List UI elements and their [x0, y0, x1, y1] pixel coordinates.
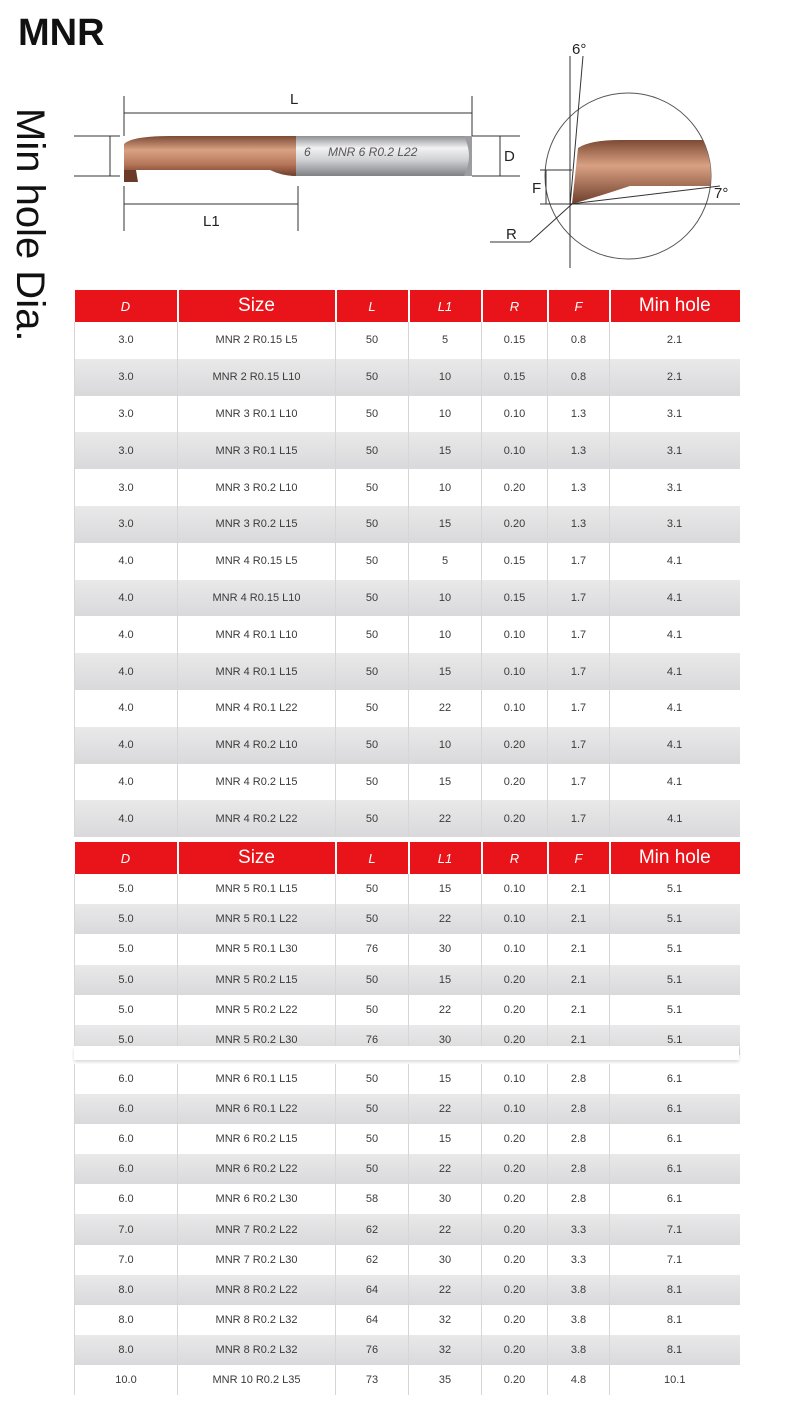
cell-l1: 15 — [409, 432, 482, 469]
cell-r: 0.20 — [482, 506, 548, 543]
cell-l: 50 — [336, 1154, 409, 1184]
header-r: R — [482, 842, 548, 874]
tool-drawing — [60, 36, 515, 236]
cell-l: 58 — [336, 1184, 409, 1214]
cell-r: 0.20 — [482, 1275, 548, 1305]
cell-size: MNR 4 R0.1 L15 — [178, 653, 336, 690]
cell-size: MNR 2 R0.15 L5 — [178, 322, 336, 359]
cell-min-hole: 3.1 — [610, 506, 740, 543]
cell-l: 50 — [336, 764, 409, 801]
cell-d: 6.0 — [75, 1184, 178, 1214]
table-row — [75, 727, 740, 764]
cell-f: 1.7 — [548, 543, 610, 580]
cell-f: 3.8 — [548, 1275, 610, 1305]
cell-l: 64 — [336, 1305, 409, 1335]
cell-l1: 15 — [409, 1064, 482, 1094]
dim-R-label: R — [506, 226, 517, 243]
cell-f: 1.3 — [548, 506, 610, 543]
tool-head — [124, 136, 296, 176]
cell-l1: 10 — [409, 580, 482, 617]
cell-size: MNR 4 R0.15 L10 — [178, 580, 336, 617]
table-row — [75, 874, 740, 904]
table-body — [75, 322, 740, 837]
cell-size: MNR 5 R0.1 L30 — [178, 934, 336, 964]
cell-min-hole: 7.1 — [610, 1245, 740, 1275]
cell-f: 2.1 — [548, 874, 610, 904]
cell-l: 64 — [336, 1275, 409, 1305]
cell-min-hole: 3.1 — [610, 396, 740, 433]
cell-r: 0.20 — [482, 764, 548, 801]
cell-l1: 22 — [409, 1154, 482, 1184]
cell-size: MNR 5 R0.2 L15 — [178, 965, 336, 995]
cell-size: MNR 8 R0.2 L32 — [178, 1335, 336, 1365]
cell-size: MNR 8 R0.2 L32 — [178, 1305, 336, 1335]
table-row — [75, 322, 740, 359]
cell-size: MNR 2 R0.15 L10 — [178, 359, 336, 396]
cell-l1: 5 — [409, 543, 482, 580]
cell-min-hole: 4.1 — [610, 580, 740, 617]
cell-f: 0.8 — [548, 359, 610, 396]
cell-f: 0.8 — [548, 322, 610, 359]
table-row — [75, 543, 740, 580]
cell-f: 2.8 — [548, 1094, 610, 1124]
cell-l1: 10 — [409, 359, 482, 396]
cell-min-hole: 4.1 — [610, 800, 740, 837]
cell-size: MNR 5 R0.1 L15 — [178, 874, 336, 904]
cell-r: 0.20 — [482, 1184, 548, 1214]
cell-r: 0.15 — [482, 322, 548, 359]
header-l: L — [336, 842, 409, 874]
cell-l1: 22 — [409, 995, 482, 1025]
cell-size: MNR 6 R0.2 L15 — [178, 1124, 336, 1154]
cell-l: 76 — [336, 1335, 409, 1365]
cell-d: 4.0 — [75, 580, 178, 617]
cell-f: 3.3 — [548, 1214, 610, 1244]
cell-r: 0.20 — [482, 1245, 548, 1275]
cell-d: 4.0 — [75, 653, 178, 690]
cell-f: 1.3 — [548, 469, 610, 506]
cell-d: 3.0 — [75, 469, 178, 506]
cell-r: 0.10 — [482, 616, 548, 653]
cell-d: 3.0 — [75, 359, 178, 396]
cell-r: 0.20 — [482, 1214, 548, 1244]
table-row — [75, 1124, 740, 1154]
cell-f: 1.7 — [548, 616, 610, 653]
cell-l: 50 — [336, 616, 409, 653]
cell-f: 3.3 — [548, 1245, 610, 1275]
table-row — [75, 1154, 740, 1184]
table-row — [75, 1275, 740, 1305]
cell-min-hole: 5.1 — [610, 1025, 740, 1055]
cell-size: MNR 6 R0.1 L15 — [178, 1064, 336, 1094]
cell-l1: 22 — [409, 690, 482, 727]
angle-side-label: 7° — [714, 185, 729, 202]
cell-d: 6.0 — [75, 1124, 178, 1154]
cell-r: 0.15 — [482, 359, 548, 396]
cell-size: MNR 6 R0.1 L22 — [178, 1094, 336, 1124]
cell-d: 4.0 — [75, 764, 178, 801]
cell-size: MNR 4 R0.1 L22 — [178, 690, 336, 727]
header-min-hole: Min hole — [610, 842, 740, 874]
cell-f: 1.7 — [548, 580, 610, 617]
cell-min-hole: 2.1 — [610, 322, 740, 359]
cell-l1: 15 — [409, 653, 482, 690]
cell-l: 50 — [336, 580, 409, 617]
cell-size: MNR 8 R0.2 L22 — [178, 1275, 336, 1305]
cell-r: 0.20 — [482, 1335, 548, 1365]
table-row — [75, 995, 740, 1025]
cell-l1: 10 — [409, 616, 482, 653]
cell-l: 50 — [336, 1124, 409, 1154]
cell-d: 3.0 — [75, 322, 178, 359]
cell-l: 50 — [336, 396, 409, 433]
cell-r: 0.20 — [482, 995, 548, 1025]
cell-l: 50 — [336, 506, 409, 543]
angle-top-label: 6° — [572, 41, 587, 58]
cell-f: 2.8 — [548, 1154, 610, 1184]
cell-l: 50 — [336, 800, 409, 837]
header-l1: L1 — [409, 290, 482, 322]
table-row — [75, 1245, 740, 1275]
cell-size: MNR 10 R0.2 L35 — [178, 1365, 336, 1395]
cell-f: 2.1 — [548, 995, 610, 1025]
cell-l: 50 — [336, 543, 409, 580]
header-l: L — [336, 290, 409, 322]
cell-min-hole: 4.1 — [610, 543, 740, 580]
cell-min-hole: 6.1 — [610, 1124, 740, 1154]
cell-l1: 22 — [409, 800, 482, 837]
cell-l: 50 — [336, 1064, 409, 1094]
table-row — [75, 965, 740, 995]
cell-d: 4.0 — [75, 543, 178, 580]
cell-d: 5.0 — [75, 995, 178, 1025]
spec-table-1 — [74, 290, 740, 837]
cell-r: 0.10 — [482, 396, 548, 433]
cell-size: MNR 4 R0.15 L5 — [178, 543, 336, 580]
cell-min-hole: 6.1 — [610, 1154, 740, 1184]
cell-d: 8.0 — [75, 1305, 178, 1335]
cell-size: MNR 5 R0.1 L22 — [178, 904, 336, 934]
cell-f: 2.8 — [548, 1184, 610, 1214]
cell-l1: 15 — [409, 764, 482, 801]
cell-min-hole: 8.1 — [610, 1305, 740, 1335]
table-row — [75, 359, 740, 396]
cell-d: 4.0 — [75, 800, 178, 837]
cell-l: 50 — [336, 1094, 409, 1124]
cell-size: MNR 7 R0.2 L22 — [178, 1214, 336, 1244]
cell-l: 50 — [336, 904, 409, 934]
spec-table-2 — [74, 842, 740, 1055]
cell-l: 50 — [336, 469, 409, 506]
tool-marking-prefix: 6 — [304, 145, 311, 159]
cell-l1: 15 — [409, 1124, 482, 1154]
table-row — [75, 1184, 740, 1214]
cell-l1: 10 — [409, 396, 482, 433]
cell-l: 50 — [336, 690, 409, 727]
table-row — [75, 432, 740, 469]
cell-d: 5.0 — [75, 965, 178, 995]
cell-l: 50 — [336, 727, 409, 764]
cell-d: 7.0 — [75, 1245, 178, 1275]
cell-min-hole: 4.1 — [610, 690, 740, 727]
cell-d: 5.0 — [75, 1025, 178, 1055]
table-row — [75, 1305, 740, 1335]
table-row — [75, 1094, 740, 1124]
spec-table-3 — [74, 1064, 740, 1395]
cell-f: 4.8 — [548, 1365, 610, 1395]
cell-size: MNR 4 R0.1 L10 — [178, 616, 336, 653]
cell-size: MNR 3 R0.1 L15 — [178, 432, 336, 469]
table-body — [75, 1064, 740, 1395]
cell-f: 2.8 — [548, 1064, 610, 1094]
cell-f: 3.8 — [548, 1335, 610, 1365]
cell-min-hole: 7.1 — [610, 1214, 740, 1244]
cell-f: 3.8 — [548, 1305, 610, 1335]
table-row — [75, 396, 740, 433]
table-body — [75, 874, 740, 1055]
cell-d: 4.0 — [75, 727, 178, 764]
header-d: D — [75, 842, 178, 874]
table-row — [75, 506, 740, 543]
cell-l1: 22 — [409, 904, 482, 934]
table-header-row — [75, 290, 740, 322]
cell-size: MNR 4 R0.2 L22 — [178, 800, 336, 837]
cell-l1: 30 — [409, 1184, 482, 1214]
cell-min-hole: 4.1 — [610, 616, 740, 653]
cell-size: MNR 3 R0.2 L10 — [178, 469, 336, 506]
cell-l: 76 — [336, 1025, 409, 1055]
cell-min-hole: 10.1 — [610, 1365, 740, 1395]
cell-r: 0.10 — [482, 432, 548, 469]
cell-f: 2.8 — [548, 1124, 610, 1154]
cell-size: MNR 5 R0.2 L30 — [178, 1025, 336, 1055]
cell-f: 2.1 — [548, 934, 610, 964]
table-row — [75, 616, 740, 653]
side-label: Min hole Dia. — [8, 108, 52, 342]
cell-size: MNR 7 R0.2 L30 — [178, 1245, 336, 1275]
table-row — [75, 800, 740, 837]
cell-size: MNR 4 R0.2 L15 — [178, 764, 336, 801]
cell-min-hole: 5.1 — [610, 965, 740, 995]
cell-d: 4.0 — [75, 690, 178, 727]
table-header-row — [75, 842, 740, 874]
cell-size: MNR 6 R0.2 L30 — [178, 1184, 336, 1214]
cell-min-hole: 5.1 — [610, 904, 740, 934]
tool-marking: MNR 6 R0.2 L22 — [328, 145, 418, 159]
table-row — [75, 1064, 740, 1094]
cell-l1: 22 — [409, 1214, 482, 1244]
cell-min-hole: 4.1 — [610, 653, 740, 690]
cell-min-hole: 6.1 — [610, 1064, 740, 1094]
cell-min-hole: 8.1 — [610, 1275, 740, 1305]
table-row — [75, 580, 740, 617]
cell-d: 6.0 — [75, 1064, 178, 1094]
cell-d: 5.0 — [75, 874, 178, 904]
cell-l1: 32 — [409, 1335, 482, 1365]
cell-min-hole: 3.1 — [610, 432, 740, 469]
cell-d: 6.0 — [75, 1154, 178, 1184]
cell-d: 3.0 — [75, 432, 178, 469]
table-row — [75, 653, 740, 690]
cell-l1: 15 — [409, 965, 482, 995]
dim-L-label: L — [290, 91, 299, 108]
cell-r: 0.20 — [482, 800, 548, 837]
cell-r: 0.15 — [482, 543, 548, 580]
cell-r: 0.10 — [482, 1094, 548, 1124]
cell-size: MNR 5 R0.2 L22 — [178, 995, 336, 1025]
cell-l: 62 — [336, 1214, 409, 1244]
cell-r: 0.20 — [482, 1154, 548, 1184]
page-title: MNR — [18, 12, 105, 54]
cell-r: 0.20 — [482, 727, 548, 764]
tip-detail-drawing — [480, 36, 780, 276]
cell-r: 0.10 — [482, 904, 548, 934]
cell-l: 50 — [336, 965, 409, 995]
cell-l1: 30 — [409, 934, 482, 964]
cell-r: 0.15 — [482, 580, 548, 617]
cell-r: 0.20 — [482, 1305, 548, 1335]
cell-l: 62 — [336, 1245, 409, 1275]
cell-f: 2.1 — [548, 904, 610, 934]
cell-size: MNR 4 R0.2 L10 — [178, 727, 336, 764]
cell-l1: 5 — [409, 322, 482, 359]
cell-l1: 22 — [409, 1275, 482, 1305]
cell-l1: 30 — [409, 1025, 482, 1055]
cell-d: 6.0 — [75, 1094, 178, 1124]
cell-min-hole: 4.1 — [610, 727, 740, 764]
cell-r: 0.10 — [482, 690, 548, 727]
cell-d: 5.0 — [75, 904, 178, 934]
header-min-hole: Min hole — [610, 290, 740, 322]
cell-f: 1.3 — [548, 432, 610, 469]
table-row — [75, 690, 740, 727]
cell-r: 0.20 — [482, 1025, 548, 1055]
dim-D-label: D — [504, 148, 515, 165]
header-size: Size — [178, 842, 336, 874]
cell-min-hole: 5.1 — [610, 934, 740, 964]
cell-min-hole: 5.1 — [610, 874, 740, 904]
cell-l1: 30 — [409, 1245, 482, 1275]
cell-l1: 10 — [409, 727, 482, 764]
cell-l1: 35 — [409, 1365, 482, 1395]
cell-l: 50 — [336, 874, 409, 904]
cell-f: 1.3 — [548, 396, 610, 433]
table-row — [75, 1214, 740, 1244]
cell-d: 10.0 — [75, 1365, 178, 1395]
cell-l1: 10 — [409, 469, 482, 506]
cell-l1: 22 — [409, 1094, 482, 1124]
cell-f: 1.7 — [548, 690, 610, 727]
cell-l: 50 — [336, 653, 409, 690]
dim-F-label: F — [532, 180, 542, 197]
cell-d: 3.0 — [75, 396, 178, 433]
table-row — [75, 764, 740, 801]
cell-d: 4.0 — [75, 616, 178, 653]
cell-d: 8.0 — [75, 1335, 178, 1365]
header-f: F — [548, 842, 610, 874]
header-f: F — [548, 290, 610, 322]
cell-d: 5.0 — [75, 934, 178, 964]
header-d: D — [75, 290, 178, 322]
cell-r: 0.10 — [482, 1064, 548, 1094]
cell-f: 1.7 — [548, 653, 610, 690]
cell-r: 0.20 — [482, 965, 548, 995]
cell-f: 1.7 — [548, 764, 610, 801]
cell-r: 0.10 — [482, 934, 548, 964]
cell-f: 2.1 — [548, 965, 610, 995]
dim-L1-label: L1 — [203, 213, 220, 230]
cell-size: MNR 6 R0.2 L22 — [178, 1154, 336, 1184]
cell-f: 2.1 — [548, 1025, 610, 1055]
cell-l: 50 — [336, 359, 409, 396]
table-row — [75, 1335, 740, 1365]
cell-l1: 15 — [409, 506, 482, 543]
header-r: R — [482, 290, 548, 322]
cell-l: 76 — [336, 934, 409, 964]
cell-r: 0.20 — [482, 1365, 548, 1395]
table-row — [75, 904, 740, 934]
cell-min-hole: 6.1 — [610, 1184, 740, 1214]
cell-min-hole: 3.1 — [610, 469, 740, 506]
cell-d: 3.0 — [75, 506, 178, 543]
cell-l: 73 — [336, 1365, 409, 1395]
cell-l: 50 — [336, 995, 409, 1025]
cell-min-hole: 5.1 — [610, 995, 740, 1025]
table-row — [75, 469, 740, 506]
cell-size: MNR 3 R0.2 L15 — [178, 506, 336, 543]
cell-f: 1.7 — [548, 727, 610, 764]
table-row — [75, 934, 740, 964]
cell-d: 8.0 — [75, 1275, 178, 1305]
cell-r: 0.20 — [482, 1124, 548, 1154]
cell-f: 1.7 — [548, 800, 610, 837]
cell-r: 0.10 — [482, 874, 548, 904]
cell-min-hole: 6.1 — [610, 1094, 740, 1124]
cell-r: 0.10 — [482, 653, 548, 690]
cell-l: 50 — [336, 322, 409, 359]
cell-d: 7.0 — [75, 1214, 178, 1244]
cell-min-hole: 4.1 — [610, 764, 740, 801]
cell-r: 0.20 — [482, 469, 548, 506]
cell-min-hole: 8.1 — [610, 1335, 740, 1365]
header-l1: L1 — [409, 842, 482, 874]
table-row — [75, 1365, 740, 1395]
cell-l1: 15 — [409, 874, 482, 904]
table-divider — [74, 1046, 739, 1060]
cell-size: MNR 3 R0.1 L10 — [178, 396, 336, 433]
cell-min-hole: 2.1 — [610, 359, 740, 396]
header-size: Size — [178, 290, 336, 322]
cell-l1: 32 — [409, 1305, 482, 1335]
cell-l: 50 — [336, 432, 409, 469]
